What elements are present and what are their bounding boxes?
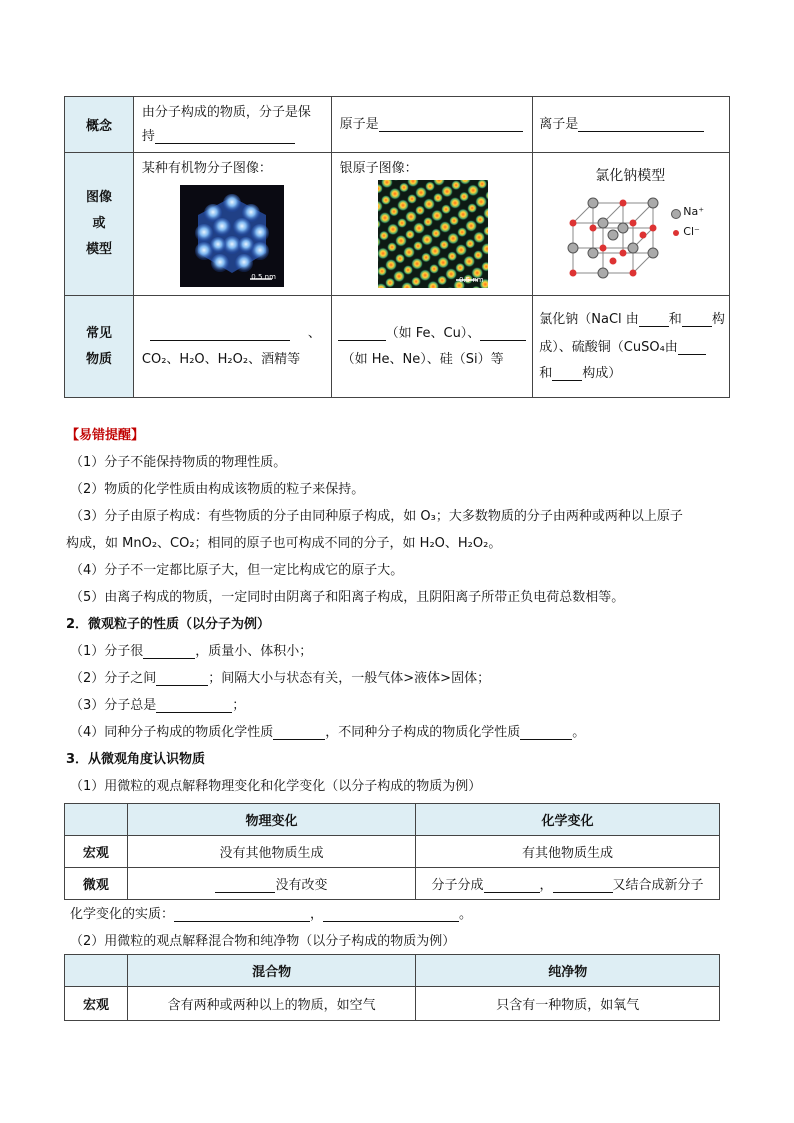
- section3-title: 3．从微观角度认识物质: [66, 752, 206, 767]
- blank-line: [174, 907, 310, 922]
- blank-line: [273, 725, 325, 740]
- table-particles: [64, 96, 730, 398]
- common-ion-text-1: 氯化钠（NaCl 由: [539, 312, 639, 327]
- nacl-model-title: 氯化钠模型: [595, 168, 666, 184]
- table2-micro-physical-text: 没有改变: [275, 878, 328, 893]
- table-physical-chemical: [64, 803, 720, 900]
- s2-p2a: （2）分子之间: [70, 671, 157, 686]
- common-atom-examples-1: （如 Fe、Cu）、: [385, 326, 481, 341]
- essence-c: 。: [459, 907, 473, 922]
- blank-line: [156, 671, 208, 686]
- s2-p3b: ；: [232, 698, 246, 713]
- reminder-item-4: （4）分子不一定都比原子大，但一定比构成它的原子大。: [70, 563, 404, 578]
- organic-molecule-image: [180, 185, 284, 287]
- table-mixture-pure: [64, 954, 720, 1021]
- nacl-lattice-diagram: [563, 193, 683, 283]
- t2-mc-c: 又结合成新分子: [612, 878, 704, 893]
- s2-p1b: ，质量小、体积小；: [195, 644, 313, 659]
- cl-legend-label: Cl⁻: [683, 225, 700, 238]
- concept-atom-text: 原子是: [339, 117, 379, 132]
- blank-line: [639, 312, 669, 327]
- common-molecule-sep: 、: [307, 326, 321, 341]
- s2-p2b: ；间隔大小与状态有关，一般气体>液体>固体；: [208, 671, 491, 686]
- concept-ion-cell: [533, 97, 730, 153]
- table3-macro-pure: 只含有一种物质，如氧气: [416, 987, 720, 1021]
- nacl-model-cell: [533, 153, 730, 296]
- row-head-common-l1: 常见: [85, 325, 112, 341]
- table2-micro-chemical: [416, 868, 720, 900]
- organic-scale-label: 0.5 nm: [251, 273, 276, 281]
- s2-p4a: （4）同种分子构成的物质化学性质: [70, 725, 274, 740]
- table3-row-macro: 宏观: [65, 987, 128, 1021]
- concept-molecule-cell: [133, 97, 331, 153]
- blank-line: [143, 644, 195, 659]
- common-ion-text-2: 和: [668, 312, 682, 327]
- blank-line: [578, 117, 704, 132]
- reminder-item-3-cont: 构成，如 MnO₂、CO₂；相同的原子也可构成不同的分子，如 H₂O、H₂O₂。: [66, 536, 502, 551]
- table3-col-pure: 纯净物: [416, 955, 720, 987]
- section2-title: 2．微观粒子的性质（以分子为例）: [66, 617, 271, 632]
- t2-mc-a: 分子分成: [431, 878, 484, 893]
- blank-line: [338, 326, 386, 341]
- table2-micro-physical: [127, 868, 415, 900]
- blank-line: [682, 312, 712, 327]
- row-head-common-l2: 物质: [85, 351, 112, 367]
- silver-scale-label: 0.5 nm: [458, 276, 484, 284]
- t2-mc-b: ，: [539, 878, 553, 893]
- reminder-item-5: （5）由离子构成的物质，一定同时由阴离子和阳离子构成，且阴阳离子所带正负电荷总数相等。: [70, 590, 625, 605]
- row-head-image-l1: 图像: [85, 190, 112, 205]
- blank-line: [520, 725, 572, 740]
- common-ion-text-5: 和: [539, 366, 553, 381]
- essence-b: ，: [310, 907, 324, 922]
- s2-p4c: 。: [572, 725, 586, 740]
- reminder-item-3: （3）分子由原子构成：有些物质的分子由同种原子构成，如 O₃；大多数物质的分子由两种或两种以上原子: [70, 509, 683, 524]
- section3-sub1: （1）用微粒的观点解释物理变化和化学变化（以分子构成的物质为例）: [70, 779, 482, 794]
- table3-corner: [65, 955, 128, 987]
- essence-a: 化学变化的实质：: [70, 907, 175, 922]
- blank-line: [379, 117, 523, 132]
- concept-molecule-text2: 持: [141, 129, 155, 144]
- concept-molecule-text: 由分子构成的物质，分子是保: [141, 105, 311, 120]
- common-molecule-cell: [133, 296, 331, 398]
- blank-line: [150, 326, 290, 341]
- common-molecule-examples: CO₂、H₂O、H₂O₂、酒精等: [141, 352, 301, 367]
- common-atom-examples-2: （如 He、Ne）、硅（Si）等: [341, 352, 504, 367]
- row-head-image: [65, 153, 134, 296]
- reminder-item-2: （2）物质的化学性质由构成该物质的粒子来保持。: [70, 482, 365, 497]
- common-atom-cell: [331, 296, 533, 398]
- s2-p4b: ，不同种分子构成的物质化学性质: [325, 725, 521, 740]
- na-legend-label: Na⁺: [683, 205, 705, 218]
- blank-line: [215, 878, 275, 893]
- blank-line: [553, 878, 613, 893]
- common-ion-cell: [533, 296, 730, 398]
- row-head-concept: 概念: [65, 97, 134, 153]
- organic-molecule-cell: [133, 153, 331, 296]
- table2-row-micro: 微观: [65, 868, 128, 900]
- row-head-common: [65, 296, 134, 398]
- organic-molecule-caption: 某种有机物分子图像：: [141, 161, 272, 176]
- blank-line: [480, 326, 526, 341]
- table2-corner: [65, 804, 128, 836]
- silver-atom-image: [378, 180, 488, 288]
- blank-line: [156, 698, 232, 713]
- concept-atom-cell: [331, 97, 533, 153]
- table3-col-mixture: 混合物: [127, 955, 416, 987]
- table3-macro-mixture: 含有两种或两种以上的物质，如空气: [127, 987, 416, 1021]
- blank-line: [484, 878, 540, 893]
- table2-row-macro: 宏观: [65, 836, 128, 868]
- blank-line: [552, 366, 582, 381]
- table2-macro-chemical: 有其他物质生成: [416, 836, 720, 868]
- reminder-title: 【易错提醒】: [66, 428, 145, 443]
- table2-macro-physical: 没有其他物质生成: [127, 836, 415, 868]
- reminder-item-1: （1）分子不能保持物质的物理性质。: [70, 455, 287, 470]
- concept-ion-text: 离子是: [539, 117, 579, 132]
- common-ion-text-3: 构: [711, 312, 725, 327]
- common-ion-text-6: 构成）: [582, 366, 622, 381]
- s2-p1a: （1）分子很: [70, 644, 144, 659]
- blank-line: [323, 907, 459, 922]
- common-ion-text-4: 成）、硫酸铜（CuSO₄由: [539, 340, 678, 355]
- blank-line: [678, 340, 706, 355]
- row-head-image-l2: 或: [92, 216, 106, 231]
- table2-col-chemical: 化学变化: [416, 804, 720, 836]
- blank-line: [155, 129, 295, 144]
- table2-col-physical: 物理变化: [127, 804, 415, 836]
- row-head-image-l3: 模型: [85, 242, 112, 257]
- silver-atom-cell: [331, 153, 533, 296]
- silver-atom-caption: 银原子图像：: [339, 161, 418, 176]
- s2-p3a: （3）分子总是: [70, 698, 157, 713]
- section3-sub2: （2）用微粒的观点解释混合物和纯净物（以分子构成的物质为例）: [70, 934, 456, 949]
